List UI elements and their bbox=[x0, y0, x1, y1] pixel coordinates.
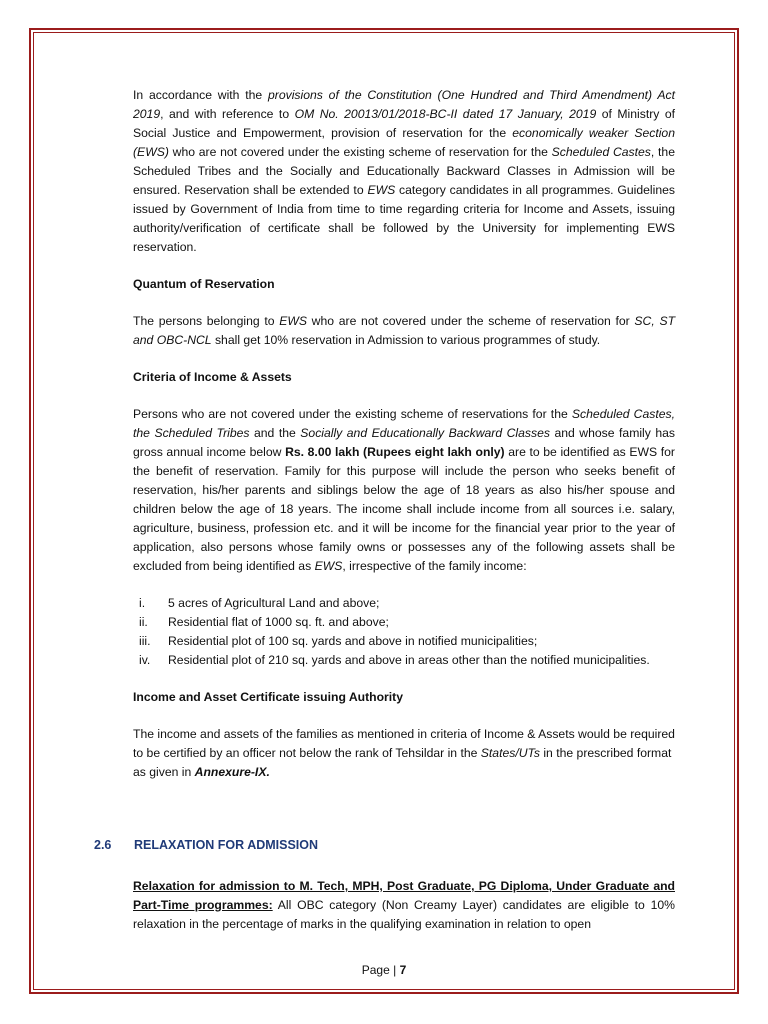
relaxation-body bbox=[133, 877, 675, 934]
section-title: RELAXATION FOR ADMISSION bbox=[134, 838, 319, 852]
intro-paragraph: In accordance with the provisions of the Constitution (One Hundred and Third Amendment) Act 2019, and with reference to OM No. 20013/01/2018-BC-II dated 17 January, 2019 of Ministry of Social Justice and Empowerment, provision of reservation for the economically weaker Section (EWS) who are not covered under the existing scheme of reservation for the Scheduled Castes, the Scheduled Tribes and the Socially and Educationally Backward Classes in Admission will be ensured. Reservation shall be extended to EWS category candidates in all programmes. Guidelines issued by Government of India from time to time regarding criteria for Income and Assets, issuing authority/verification of certificate shall be followed by the University for implementing EWS reservation. bbox=[133, 88, 676, 254]
relaxation-paragraph: Relaxation for admission to M. Tech, MPH, Post Graduate, PG Diploma, Under Graduate and Part-Time programmes: All OBC category (Non Creamy Layer) candidates are eligible to 10% relaxation in the percentage of marks in the qualifying examination in relation to open bbox=[133, 879, 676, 931]
quantum-heading: Quantum of Reservation bbox=[133, 277, 275, 291]
asset-criteria-list bbox=[133, 594, 675, 670]
authority-paragraph: The income and assets of the families as mentioned in criteria of Income & Assets would be required to be certified by an officer not below the rank of Tehsildar in the States/UTs in the prescribed format as given in Annexure-IX. bbox=[133, 727, 675, 779]
list-item: i. 5 acres of Agricultural Land and above; bbox=[139, 596, 380, 610]
list-item: ii. Residential flat of 1000 sq. ft. and above; bbox=[139, 615, 389, 629]
page-label: Page bbox=[361, 963, 390, 977]
list-item: iii. Residential plot of 100 sq. yards and above in notified municipalities; bbox=[139, 634, 538, 648]
quantum-paragraph: The persons belonging to EWS who are not covered under the scheme of reservation for SC, ST and OBC-NCL shall get 10% reservation in Admission to various programmes of study. bbox=[133, 314, 676, 347]
page-number: 7 bbox=[399, 963, 407, 977]
page-separator: | bbox=[389, 963, 400, 977]
list-item: iv. Residential plot of 210 sq. yards and above in areas other than the notified municipalities. bbox=[139, 653, 650, 667]
page-footer bbox=[0, 963, 768, 977]
section-number: 2.6 bbox=[94, 838, 112, 852]
section-heading bbox=[94, 838, 318, 852]
criteria-paragraph: Persons who are not covered under the existing scheme of reservations for the Scheduled Castes, the Scheduled Tribes and the Socially and Educationally Backward Classes and whose family has gross annual income below Rs. 8.00 lakh (Rupees eight lakh only) are to be identified as EWS for the benefit of reservation. Family for this purpose will include the person who seeks benefit of reservation, his/her parents and siblings below the age of 18 years as also his/her spouse and children below the age of 18 years. The income shall include income from all sources i.e. salary, agriculture, business, profession etc. and it will be income for the financial year prior to the year of application, also persons whose family owns or possesses any of the following assets shall be excluded from being identified as EWS, irrespective of the family income: bbox=[133, 407, 675, 573]
document-body bbox=[133, 86, 675, 782]
authority-heading: Income and Asset Certificate issuing Authority bbox=[133, 690, 403, 704]
criteria-heading: Criteria of Income & Assets bbox=[133, 370, 292, 384]
